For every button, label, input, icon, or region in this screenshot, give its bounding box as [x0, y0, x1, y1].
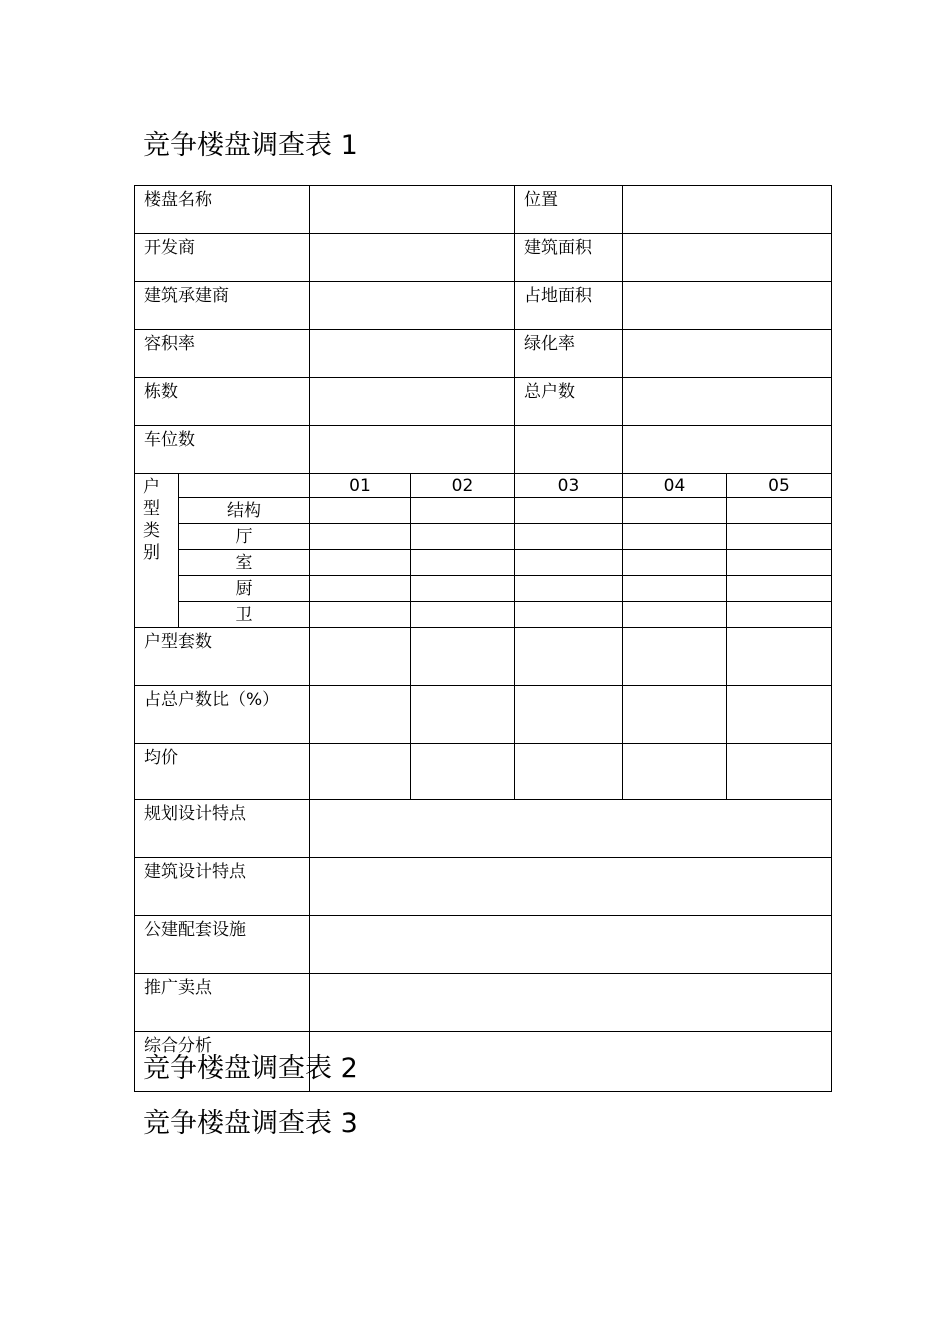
stat-value-cell[interactable]	[310, 628, 411, 686]
unit-type-group-label	[135, 474, 179, 628]
unit-value-cell[interactable]	[623, 576, 727, 602]
column-number: 01	[310, 474, 411, 498]
stat-value-cell[interactable]	[515, 628, 623, 686]
stat-value-cell[interactable]	[310, 744, 411, 800]
unit-type-sub-label: 室	[179, 550, 310, 576]
unit-value-cell[interactable]	[411, 576, 515, 602]
unit-type-sub-label: 卫	[179, 602, 310, 628]
feature-value-cell[interactable]	[310, 916, 832, 974]
info-row	[135, 186, 832, 234]
competitor-survey-table	[134, 185, 832, 1092]
info-value-cell[interactable]	[623, 282, 832, 330]
info-label: 总户数	[515, 378, 623, 426]
feature-label: 推广卖点	[135, 974, 310, 1032]
column-number: 02	[411, 474, 515, 498]
stat-value-cell[interactable]	[411, 628, 515, 686]
unit-type-char: 户	[143, 477, 160, 497]
unit-value-cell[interactable]	[515, 602, 623, 628]
unit-value-cell[interactable]	[727, 602, 832, 628]
info-value-cell[interactable]	[623, 378, 832, 426]
feature-row	[135, 800, 832, 858]
unit-value-cell[interactable]	[411, 498, 515, 524]
survey-title-2: 竞争楼盘调查表 2	[143, 1053, 358, 1084]
stat-row	[135, 628, 832, 686]
stat-value-cell[interactable]	[727, 686, 832, 744]
unit-value-cell[interactable]	[623, 498, 727, 524]
unit-value-cell[interactable]	[310, 524, 411, 550]
feature-label: 规划设计特点	[135, 800, 310, 858]
info-label: 栋数	[135, 378, 310, 426]
column-number: 03	[515, 474, 623, 498]
unit-type-sub-label: 结构	[179, 498, 310, 524]
feature-label: 公建配套设施	[135, 916, 310, 974]
stat-value-cell[interactable]	[310, 686, 411, 744]
unit-value-cell[interactable]	[623, 524, 727, 550]
info-label: 建筑承建商	[135, 282, 310, 330]
info-row	[135, 330, 832, 378]
stat-value-cell[interactable]	[411, 686, 515, 744]
unit-value-cell[interactable]	[515, 524, 623, 550]
feature-row	[135, 916, 832, 974]
stat-row	[135, 686, 832, 744]
info-label: 楼盘名称	[135, 186, 310, 234]
unit-type-row	[135, 576, 832, 602]
info-label: 位置	[515, 186, 623, 234]
unit-value-cell[interactable]	[411, 524, 515, 550]
unit-value-cell[interactable]	[310, 550, 411, 576]
info-value-cell[interactable]	[310, 330, 515, 378]
info-value-cell[interactable]	[623, 186, 832, 234]
unit-value-cell[interactable]	[727, 498, 832, 524]
info-row	[135, 426, 832, 474]
info-row	[135, 378, 832, 426]
column-number: 05	[727, 474, 832, 498]
info-label	[515, 426, 623, 474]
stat-value-cell[interactable]	[727, 628, 832, 686]
feature-value-cell[interactable]	[310, 1032, 832, 1092]
survey-title-1: 竞争楼盘调查表 1	[143, 130, 358, 161]
info-value-cell[interactable]	[623, 426, 832, 474]
info-value-cell[interactable]	[310, 186, 515, 234]
unit-value-cell[interactable]	[310, 498, 411, 524]
unit-value-cell[interactable]	[515, 550, 623, 576]
feature-value-cell[interactable]	[310, 800, 832, 858]
info-label: 开发商	[135, 234, 310, 282]
info-label: 占地面积	[515, 282, 623, 330]
info-value-cell[interactable]	[310, 426, 515, 474]
unit-type-sub-label: 厅	[179, 524, 310, 550]
feature-row	[135, 858, 832, 916]
stat-value-cell[interactable]	[515, 686, 623, 744]
column-number: 04	[623, 474, 727, 498]
unit-type-row	[135, 602, 832, 628]
info-label: 绿化率	[515, 330, 623, 378]
blank-cell	[179, 474, 310, 498]
info-value-cell[interactable]	[310, 378, 515, 426]
unit-value-cell[interactable]	[727, 550, 832, 576]
unit-value-cell[interactable]	[411, 550, 515, 576]
unit-value-cell[interactable]	[623, 602, 727, 628]
unit-type-sub-label: 厨	[179, 576, 310, 602]
unit-value-cell[interactable]	[515, 576, 623, 602]
unit-type-row	[135, 550, 832, 576]
unit-value-cell[interactable]	[727, 576, 832, 602]
unit-type-row	[135, 498, 832, 524]
unit-value-cell[interactable]	[623, 550, 727, 576]
stat-value-cell[interactable]	[727, 744, 832, 800]
info-label: 容积率	[135, 330, 310, 378]
info-value-cell[interactable]	[310, 234, 515, 282]
unit-value-cell[interactable]	[727, 524, 832, 550]
info-label: 建筑面积	[515, 234, 623, 282]
stat-value-cell[interactable]	[623, 744, 727, 800]
info-value-cell[interactable]	[310, 282, 515, 330]
feature-row	[135, 974, 832, 1032]
info-value-cell[interactable]	[623, 234, 832, 282]
unit-value-cell[interactable]	[411, 602, 515, 628]
unit-type-header-row	[135, 474, 832, 498]
info-value-cell[interactable]	[623, 330, 832, 378]
unit-type-row	[135, 524, 832, 550]
stat-value-cell[interactable]	[623, 628, 727, 686]
feature-label: 综合分析	[135, 1032, 310, 1092]
unit-type-char: 型	[143, 499, 160, 519]
stat-value-cell[interactable]	[623, 686, 727, 744]
feature-value-cell[interactable]	[310, 858, 832, 916]
info-label: 车位数	[135, 426, 310, 474]
unit-type-char: 别	[143, 543, 160, 563]
stat-label: 均价	[135, 744, 310, 800]
info-row	[135, 282, 832, 330]
survey-title-3: 竞争楼盘调查表 3	[143, 1108, 358, 1139]
unit-value-cell[interactable]	[310, 602, 411, 628]
stat-value-cell[interactable]	[515, 744, 623, 800]
unit-value-cell[interactable]	[515, 498, 623, 524]
stat-value-cell[interactable]	[411, 744, 515, 800]
info-row	[135, 234, 832, 282]
feature-label: 建筑设计特点	[135, 858, 310, 916]
feature-value-cell[interactable]	[310, 974, 832, 1032]
unit-type-char: 类	[143, 521, 160, 541]
unit-value-cell[interactable]	[310, 576, 411, 602]
stat-label: 户型套数	[135, 628, 310, 686]
stat-row	[135, 744, 832, 800]
stat-label: 占总户数比（%）	[135, 686, 310, 744]
